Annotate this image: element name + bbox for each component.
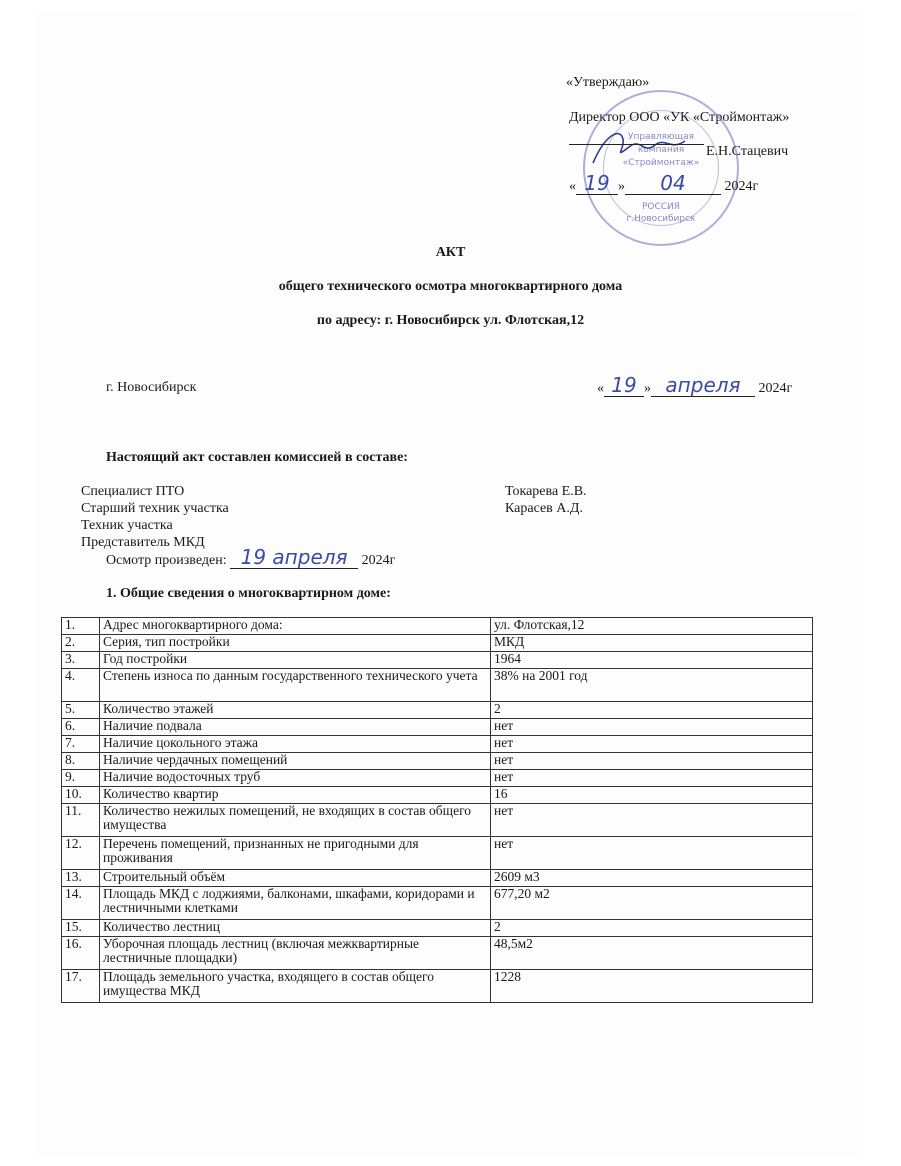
member-role: Представитель МКД — [81, 535, 205, 550]
table-cell: 7. — [62, 736, 100, 753]
member-role: Специалист ПТО — [81, 484, 185, 499]
table-row — [62, 618, 813, 635]
table-cell: 8. — [62, 753, 100, 770]
table-row — [62, 887, 813, 920]
inspection-date-handwritten: 19 апреля — [240, 545, 348, 569]
table-cell: Перечень помещений, признанных не пригодными для проживания — [100, 837, 491, 870]
table-cell: 13. — [62, 870, 100, 887]
table-row — [62, 787, 813, 804]
member-name: Карасев А.Д. — [505, 501, 583, 516]
table-cell: ул. Флотская,12 — [491, 618, 813, 635]
table-cell: 3. — [62, 652, 100, 669]
table-row — [62, 719, 813, 736]
table-row — [62, 937, 813, 970]
table-cell: 2609 м3 — [491, 870, 813, 887]
organization-stamp: Управляющая компания «Строймонтаж» РОССИЯ г.Новосибирск — [583, 90, 739, 246]
table-cell: 16. — [62, 937, 100, 970]
act-subtitle: общего технического осмотра многоквартирного дома — [278, 279, 623, 294]
table-cell: Наличие подвала — [100, 719, 491, 736]
table-cell: 2. — [62, 635, 100, 652]
table-cell: Площадь земельного участка, входящего в состав общего имущества МКД — [100, 970, 491, 1003]
table-cell: 11. — [62, 804, 100, 837]
table-row — [62, 837, 813, 870]
table-cell: 2 — [491, 702, 813, 719]
approval-month: 04 — [660, 171, 686, 195]
table-cell: нет — [491, 770, 813, 787]
table-cell: 14. — [62, 887, 100, 920]
director-signature — [585, 125, 695, 170]
table-cell: 1. — [62, 618, 100, 635]
table-cell: Серия, тип постройки — [100, 635, 491, 652]
member-role: Техник участка — [81, 518, 173, 533]
approval-title: «Утверждаю» — [566, 75, 650, 90]
act-address: по адресу: г. Новосибирск ул. Флотская,12 — [316, 313, 585, 328]
commission-intro: Настоящий акт составлен комиссией в составе: — [106, 450, 408, 465]
place-city: г. Новосибирск — [106, 380, 197, 395]
table-cell: Наличие чердачных помещений — [100, 753, 491, 770]
table-cell: Строительный объём — [100, 870, 491, 887]
director-line: Директор ООО «УК «Строймонтаж» — [569, 110, 790, 125]
place-day: 19 — [611, 373, 637, 397]
table-cell: Количество квартир — [100, 787, 491, 804]
table-cell: 6. — [62, 719, 100, 736]
table-cell: 48,5м2 — [491, 937, 813, 970]
section-title: 1. Общие сведения о многоквартирном доме: — [106, 586, 391, 601]
table-cell: 15. — [62, 920, 100, 937]
signature-line — [569, 144, 704, 145]
table-cell: нет — [491, 736, 813, 753]
table-cell: 38% на 2001 год — [491, 669, 813, 702]
table-row — [62, 736, 813, 753]
act-title: АКТ — [435, 245, 466, 260]
table-cell: 17. — [62, 970, 100, 1003]
member-role: Старший техник участка — [81, 501, 229, 516]
table-cell: 12. — [62, 837, 100, 870]
member-name: Токарева Е.В. — [505, 484, 587, 499]
table-cell: 677,20 м2 — [491, 887, 813, 920]
table-row — [62, 635, 813, 652]
table-cell: Количество нежилых помещений, не входящих в состав общего имущества — [100, 804, 491, 837]
table-cell: 10. — [62, 787, 100, 804]
table-cell: Количество этажей — [100, 702, 491, 719]
place-month: апреля — [665, 373, 741, 397]
table-cell: Адрес многоквартирного дома: — [100, 618, 491, 635]
table-cell: 1228 — [491, 970, 813, 1003]
table-row — [62, 702, 813, 719]
table-cell: Количество лестниц — [100, 920, 491, 937]
table-cell: МКД — [491, 635, 813, 652]
table-cell: 5. — [62, 702, 100, 719]
table-row — [62, 970, 813, 1003]
approval-day-field — [576, 171, 618, 195]
table-row — [62, 920, 813, 937]
table-cell: Год постройки — [100, 652, 491, 669]
table-row — [62, 669, 813, 702]
place-date: « 19 » апреля 2024г — [597, 373, 793, 397]
table-cell: Степень износа по данным государственного технического учета — [100, 669, 491, 702]
approval-day: 19 — [584, 171, 610, 195]
table-cell: нет — [491, 753, 813, 770]
table-row — [62, 770, 813, 787]
building-info-table — [61, 617, 813, 1003]
table-cell: Наличие водосточных труб — [100, 770, 491, 787]
approval-date: « 19 » 04 2024г — [569, 171, 759, 195]
table-row — [62, 652, 813, 669]
table-cell: Площадь МКД с лоджиями, балконами, шкафами, коридорами и лестничными клетками — [100, 887, 491, 920]
table-cell: 2 — [491, 920, 813, 937]
director-name: Е.Н.Стацевич — [706, 144, 789, 159]
table-cell: 4. — [62, 669, 100, 702]
table-cell: нет — [491, 804, 813, 837]
table-cell: нет — [491, 837, 813, 870]
inspection-date: Осмотр произведен: 19 апреля 2024г — [106, 545, 396, 569]
table-cell: нет — [491, 719, 813, 736]
table-row — [62, 753, 813, 770]
table-row — [62, 870, 813, 887]
table-cell: Уборочная площадь лестниц (включая межквартирные лестничные площадки) — [100, 937, 491, 970]
place-day-field — [604, 373, 644, 397]
table-cell: 16 — [491, 787, 813, 804]
inspection-date-field — [230, 545, 358, 569]
table-cell: Наличие цокольного этажа — [100, 736, 491, 753]
table-row — [62, 804, 813, 837]
table-cell: 1964 — [491, 652, 813, 669]
table-cell: 9. — [62, 770, 100, 787]
